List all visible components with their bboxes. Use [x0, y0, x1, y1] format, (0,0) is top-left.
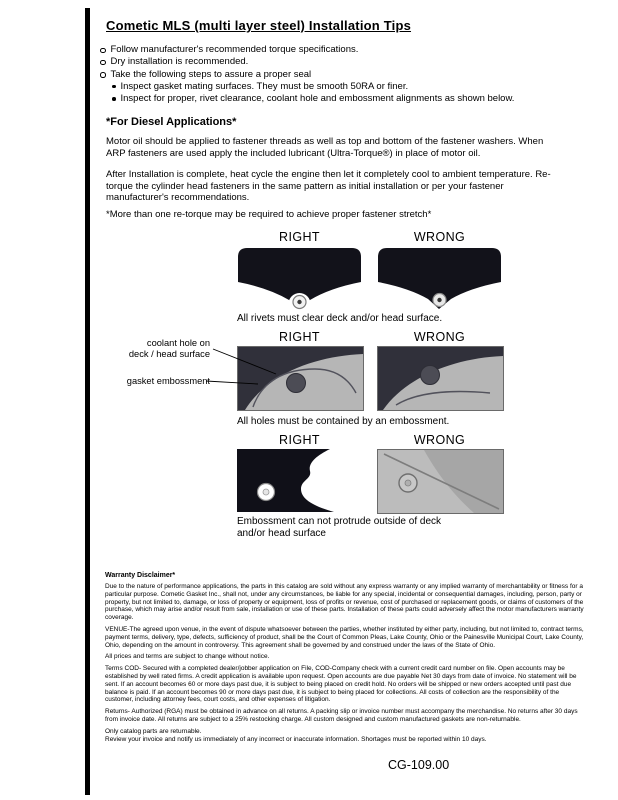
filled-bullet-icon — [112, 97, 116, 101]
page-title: Cometic MLS (multi layer steel) Installation Tips — [106, 18, 412, 33]
warranty-paragraph: VENUE-The agreed upon venue, in the event of dispute whatsoever between the parties, whether instituted by either party, including, but not limited to, contract terms, payment terms, delivery, type, defects, sufficiency of product, shall be the Court of Common Pleas, Lake County, Ohio or the Painesville Municipal Court, Lake County, Ohio, depending on the amount in controversy. This agreement shall be governed by and construed under the laws of the State of Ohio. — [105, 625, 584, 649]
diagram-embossment-wrong — [377, 346, 504, 411]
tip-text: Inspect gasket mating surfaces. They must be smooth 50RA or finer. — [120, 80, 409, 92]
diagram-rivet-right — [237, 247, 362, 310]
diagram-rivet-wrong — [377, 247, 502, 310]
warranty-paragraph: All prices and terms are subject to change without notice. — [105, 653, 270, 661]
rivet-interference-illustration — [377, 247, 502, 310]
warranty-paragraph: Terms COD- Secured with a completed dealer/jobber application on File, COD-Company check with a current credit card number on file. Open accounts may be established by well rated firms. A credit application is available upon request. Open accounts are due payable Net 30 days from date of invoice. No statement will be sent. If an account becomes 60 or more days past due, it is subject to being placed on credit hold. No orders will be shipped or new orders accepted until past due balance is paid. If an account becomes 90 or more days past due, it is subject to being placed for collections. All costs of collection are the responsibility of the customer, including attorney fees, court costs, and other expenses of litigation. — [105, 665, 577, 704]
embossment-protruding-illustration — [378, 450, 503, 513]
filled-bullet-icon — [112, 85, 116, 89]
row2-caption: All holes must be contained by an embossment. — [237, 416, 450, 427]
tip-text: Take the following steps to assure a proper seal — [110, 68, 312, 80]
right-label-row2: RIGHT — [279, 330, 320, 344]
wrong-label-row1: WRONG — [413, 230, 466, 244]
gasket-embossment-label: gasket embossment — [126, 376, 210, 386]
page-code: CG-109.00 — [388, 758, 450, 772]
diagram-protrusion-wrong — [377, 449, 504, 514]
diesel-paragraph-1: Motor oil should be applied to fastener threads as well as top and bottom of the fastener washers. When ARP fasteners are used apply the included lubricant (Ultra-Torque®) in place of motor oil. — [106, 136, 544, 159]
wrong-label-row2: WRONG — [413, 330, 466, 344]
tips-list — [100, 44, 570, 105]
label-pointer-lines — [118, 336, 288, 394]
list-item — [100, 44, 570, 56]
diesel-paragraph-2: After Installation is complete, heat cycle the engine then let it completely cool to ambient temperature. Re-torque the cylinder head fasteners in the same pattern as initial installation or per your fastener manufacturer's recommendations. — [106, 169, 551, 204]
list-item — [112, 81, 570, 93]
diagram-protrusion-right — [237, 449, 362, 512]
open-bullet-icon — [100, 72, 106, 78]
list-item — [100, 56, 570, 68]
right-label-row1: RIGHT — [279, 230, 320, 244]
warranty-disclaimer — [105, 572, 587, 747]
page-edge-bar — [85, 8, 90, 795]
diesel-applications-heading: *For Diesel Applications* — [106, 116, 237, 128]
tip-text: Inspect for proper, rivet clearance, coolant hole and embossment alignments as shown below. — [120, 93, 515, 105]
embossment-inside-illustration — [237, 449, 362, 512]
row1-caption: All rivets must clear deck and/or head surface. — [237, 313, 443, 324]
rivet-clear-illustration — [237, 247, 362, 310]
open-bullet-icon — [100, 60, 106, 66]
warranty-paragraph: Due to the nature of performance applications, the parts in this catalog are sold without any express warranty or any implied warranty of merchantability or fitness for a particular purpose. Cometic Gasket Inc., shall not, under any circumstances, be liable for any special, incidental or consequential damages, including, person, party or property, but not limited to, damage, or loss of property or equipment, loss of profits or revenue, cost of purchased or replacement goods, or claims of customers of the purchase, which may arise and/or result from sale, installation or use of these parts. Installation of these parts could adversely affect the motor manufacturers warranty coverage. — [105, 583, 584, 622]
tip-text: Follow manufacturer's recommended torque specifications. — [110, 44, 359, 55]
row3-caption: Embossment can not protrude outside of deck and/or head surface — [237, 516, 442, 539]
warranty-heading: Warranty Disclaimer* — [105, 572, 176, 579]
coolant-hole-label-line2: deck / head surface — [128, 349, 210, 359]
warranty-paragraph: Only catalog parts are returnable. — [105, 727, 202, 735]
open-bullet-icon — [100, 48, 106, 54]
hole-not-contained-illustration — [378, 347, 503, 410]
retorque-note: *More than one re-torque may be required to achieve proper fastener stretch* — [106, 209, 432, 220]
list-item — [112, 93, 570, 105]
list-item — [100, 69, 570, 81]
tip-text: Dry installation is recommended. — [110, 56, 249, 68]
warranty-paragraph: Review your invoice and notify us immediately of any incorrect or inaccurate information. Shortages must be reported within 10 days. — [105, 735, 487, 743]
coolant-hole-label-line1: coolant hole on — [146, 338, 210, 348]
warranty-paragraph: Returns- Authorized (RGA) must be obtained in advance on all returns. A packing slip or invoice number must accompany the merchandise. No returns after 30 days from invoice date. All returns are subject to a 25% restocking charge. All custom designed and custom manufactured gaskets are non-returnable. — [105, 708, 578, 723]
right-label-row3: RIGHT — [279, 433, 320, 447]
wrong-label-row3: WRONG — [413, 433, 466, 447]
